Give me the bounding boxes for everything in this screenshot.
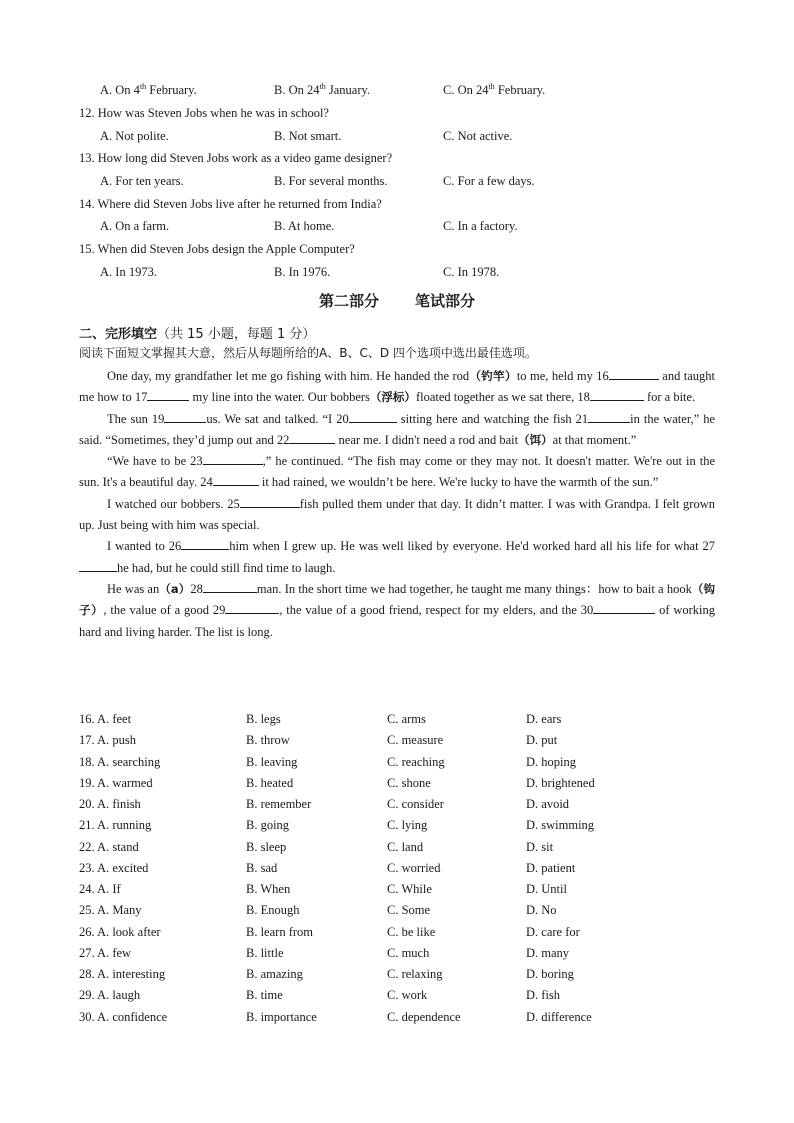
choice-option-b: B. learn from: [246, 924, 313, 939]
choice-option-b: B. When: [246, 882, 291, 896]
answer-blank: [164, 409, 206, 423]
choice-option-a: 26. A. look after: [79, 924, 161, 939]
choice-row: [0, 880, 794, 898]
choice-option-b: B. importance: [246, 1009, 317, 1024]
answer-blank: [79, 558, 117, 572]
choice-option-b: B. heated: [246, 775, 294, 790]
answer-blank: [203, 579, 257, 593]
option-a: A. Not polite.: [100, 129, 169, 143]
choice-option-c: C. reaching: [387, 754, 445, 769]
choice-row: [0, 774, 794, 792]
answer-blank: [588, 409, 630, 423]
choice-row: [0, 986, 794, 1004]
choice-option-d: D. brightened: [526, 775, 595, 790]
answer-blank: [147, 387, 189, 401]
choice-option-a: 29. A. laugh: [79, 988, 141, 1003]
question-stem: 13. How long did Steven Jobs work as a video game designer?: [79, 151, 393, 165]
choice-row: [0, 859, 794, 877]
choice-option-d: D. put: [526, 733, 558, 748]
choice-option-d: D. patient: [526, 860, 576, 875]
paragraph: The sun 19 us. We sat and talked. “I 20 sitting here and watching the fish 21 in the water,” he said. “Sometimes, they’d jump out and 22 near me. I didn't need a rod and bait（饵）at that moment.”: [79, 409, 715, 452]
choice-option-c: C. consider: [387, 797, 444, 811]
choice-option-b: B. sleep: [246, 839, 287, 854]
choice-option-b: B. time: [246, 988, 283, 1003]
paragraph: I wanted to 26 him when I grew up. He was well liked by everyone. He'd worked hard all his life for what 27he had, but he could still find time to laugh.: [79, 536, 715, 579]
choice-row: [0, 816, 794, 834]
question-options: [0, 263, 794, 281]
choice-option-a: 16. A. feet: [79, 712, 132, 726]
choice-option-b: B. sad: [246, 860, 278, 875]
choice-option-a: 20. A. finish: [79, 797, 141, 811]
cloze-passage: [79, 366, 715, 643]
choice-option-c: C. shone: [387, 775, 431, 790]
choice-option-d: D. fish: [526, 988, 561, 1003]
answer-blank: [240, 494, 300, 508]
paragraph: “We have to be 23 ,” he continued. “The fish may come or they may not. It doesn't matter. We're out in the sun. It's a beautiful day. 24 it had rained, we wouldn’t be here. We're lucky to have the warmth of the sun.”: [79, 451, 715, 494]
choice-option-c: C. worried: [387, 860, 441, 875]
part-heading: [79, 323, 315, 342]
choice-row: [0, 731, 794, 749]
answer-blank: [203, 451, 263, 465]
choice-option-a: 23. A. excited: [79, 860, 149, 875]
q11-option-b: B. On 24th January.: [274, 81, 371, 97]
option-b: B. For several months.: [274, 174, 388, 188]
choice-option-a: 17. A. push: [79, 733, 136, 748]
choice-option-b: B. amazing: [246, 967, 303, 981]
option-b: B. At home.: [274, 219, 335, 233]
choice-row: [0, 944, 794, 962]
option-a: A. On a farm.: [100, 219, 170, 233]
choice-option-d: D. swimming: [526, 818, 595, 833]
choice-option-a: 24. A. If: [79, 882, 121, 896]
choice-row: [0, 838, 794, 856]
answer-blank: [225, 600, 279, 614]
choice-row: [0, 795, 794, 813]
option-c: C. Not active.: [443, 129, 513, 143]
choice-option-c: C. While: [387, 882, 432, 896]
choice-option-c: C. dependence: [387, 1009, 461, 1024]
choice-option-d: D. hoping: [526, 754, 576, 769]
choice-option-d: D. many: [526, 945, 570, 960]
option-a: A. In 1973.: [100, 265, 157, 279]
choice-option-b: B. going: [246, 818, 290, 833]
choice-option-b: B. little: [246, 945, 284, 960]
choice-option-a: 19. A. warmed: [79, 775, 153, 790]
choice-option-b: B. remember: [246, 797, 312, 811]
q11-option-c: C. On 24th February.: [443, 81, 546, 97]
instructions: 阅读下面短文掌握其大意，然后从每题所给的A、B、C、D 四个选项中选出最佳选项。: [79, 346, 537, 360]
paragraph: He was an（a）28 man. In the short time we had together, he taught me many things：how to bait a hook（钩子）, the value of a good 29 , the value of a good friend, respect for my elders, and the 30 of working hard and living harder. The list is long.: [79, 579, 715, 643]
choice-row: [0, 965, 794, 983]
choice-option-d: D. ears: [526, 712, 562, 726]
choice-row: [0, 710, 794, 728]
choice-option-d: D. sit: [526, 839, 554, 854]
question-stem: 15. When did Steven Jobs design the Apple Computer?: [79, 242, 355, 256]
choice-option-c: C. arms: [387, 712, 426, 726]
choice-option-c: C. lying: [387, 818, 428, 833]
question-options: [0, 172, 794, 190]
choice-option-c: C. Some: [387, 903, 431, 918]
choice-option-d: D. difference: [526, 1009, 592, 1024]
question-options: [0, 217, 794, 235]
choice-option-d: D. No: [526, 903, 557, 918]
choice-option-d: D. care for: [526, 924, 580, 939]
question-stem: 12. How was Steven Jobs when he was in school?: [79, 106, 329, 120]
option-c: C. For a few days.: [443, 174, 535, 188]
choice-option-c: C. measure: [387, 733, 444, 748]
option-c: C. In a factory.: [443, 219, 518, 233]
choice-option-c: C. work: [387, 988, 428, 1003]
option-b: B. Not smart.: [274, 129, 342, 143]
choice-option-a: 27. A. few: [79, 945, 132, 960]
choice-row: [0, 753, 794, 771]
paragraph: I watched our bobbers. 25 fish pulled them under that day. It didn’t matter. I was with Grandpa. I felt grown up. Just being with him was special.: [79, 494, 715, 537]
choice-option-a: 21. A. running: [79, 818, 152, 833]
paragraph: One day, my grandfather let me go fishing with him. He handed the rod（钓竿）to me, held my 16 and taught me how to 17 my line into the water. Our bobbers（浮标）floated together as we sat there, 18 for a bite.: [79, 366, 715, 409]
section-title-left: 第二部分: [318, 292, 379, 310]
answer-blank: [609, 366, 659, 380]
part-heading-note: （共 15 小题，每题 1 分）: [157, 327, 316, 342]
choice-option-d: D. avoid: [526, 797, 570, 811]
choice-option-b: B. legs: [246, 712, 281, 726]
choice-option-c: C. be like: [387, 924, 436, 939]
question-stem: 14. Where did Steven Jobs live after he returned from India?: [79, 197, 382, 211]
option-b: B. In 1976.: [274, 265, 331, 279]
choice-option-d: D. boring: [526, 967, 574, 981]
choice-option-c: C. much: [387, 945, 430, 960]
choice-option-a: 18. A. searching: [79, 754, 161, 769]
answer-blank: [289, 430, 335, 444]
choice-option-a: 22. A. stand: [79, 839, 139, 854]
choice-option-b: B. throw: [246, 733, 290, 748]
option-c: C. In 1978.: [443, 265, 500, 279]
question-options: [0, 127, 794, 145]
choice-row: [0, 1008, 794, 1026]
part-heading-title: 二、完形填空: [79, 327, 158, 342]
choice-option-b: B. Enough: [246, 903, 300, 918]
answer-blank: [593, 600, 655, 614]
choice-row: [0, 923, 794, 941]
choice-option-d: D. Until: [526, 882, 567, 896]
answer-blank: [181, 536, 229, 550]
q11-option-a: A. On 4th February.: [100, 81, 197, 97]
answer-blank: [349, 409, 397, 423]
choice-option-a: 30. A. confidence: [79, 1009, 168, 1024]
answer-blank: [590, 387, 644, 401]
q11-options: [0, 81, 794, 99]
option-a: A. For ten years.: [100, 174, 184, 188]
choice-option-c: C. relaxing: [387, 967, 443, 981]
choice-option-c: C. land: [387, 839, 424, 854]
section-title-right: 笔试部分: [415, 292, 476, 310]
choice-option-b: B. leaving: [246, 754, 298, 769]
choice-option-a: 28. A. interesting: [79, 967, 166, 981]
section-title: [0, 290, 794, 311]
choice-row: [0, 901, 794, 919]
answer-blank: [213, 472, 259, 486]
choice-option-a: 25. A. Many: [79, 903, 142, 918]
